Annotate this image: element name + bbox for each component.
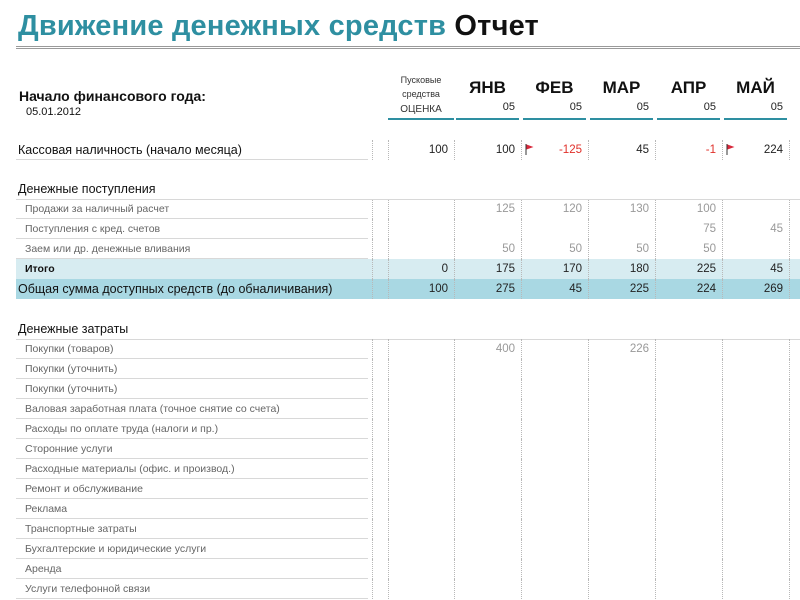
- month-value-cell[interactable]: [722, 439, 789, 459]
- report-title: [18, 10, 539, 43]
- month-value-cell[interactable]: 50: [703, 243, 716, 255]
- month-value-cell[interactable]: [521, 559, 588, 579]
- month-value-cell[interactable]: [655, 339, 722, 359]
- month-value-cell[interactable]: [521, 419, 588, 439]
- column-separator: [372, 339, 373, 359]
- month-value-cell[interactable]: [655, 559, 722, 579]
- month-value-cell[interactable]: [521, 339, 588, 359]
- month-value-cell[interactable]: [655, 399, 722, 419]
- fiscal-year-label: Начало финансового года:: [19, 88, 206, 104]
- month-value-cell[interactable]: 175: [495, 263, 515, 275]
- expense-row: [16, 399, 800, 419]
- month-value-cell[interactable]: [454, 459, 521, 479]
- warning-flag-icon: [525, 144, 534, 155]
- column-separator: [789, 219, 790, 239]
- row-label: Общая сумма доступных средств (до обналичивания): [18, 282, 333, 296]
- month-value-cell[interactable]: [521, 519, 588, 539]
- month-value-cell[interactable]: [454, 539, 521, 559]
- fiscal-year-value[interactable]: 05.01.2012: [26, 106, 82, 118]
- month-number: 05: [703, 101, 716, 113]
- column-separator: [372, 239, 373, 259]
- column-separator: [388, 359, 389, 379]
- column-separator: [388, 399, 389, 419]
- month-value-cell[interactable]: [588, 419, 655, 439]
- receipt-row: [16, 239, 800, 259]
- month-value-cell[interactable]: [722, 459, 789, 479]
- month-value-cell[interactable]: 45: [770, 223, 783, 235]
- start-col-line2: средства: [402, 89, 440, 99]
- receipt-row: [16, 219, 800, 239]
- start-value-cell[interactable]: [388, 199, 454, 219]
- month-name: МАЙ: [736, 78, 775, 97]
- row-label: Ремонт и обслуживание: [16, 479, 368, 499]
- month-header: [521, 78, 588, 113]
- month-value-cell[interactable]: [454, 399, 521, 419]
- month-value-cell[interactable]: [722, 199, 789, 219]
- month-value-cell[interactable]: 269: [763, 283, 783, 295]
- month-value-cell[interactable]: [588, 219, 655, 239]
- column-separator: [372, 219, 373, 239]
- row-label: Заем или др. денежные вливания: [16, 239, 368, 259]
- column-separator: [372, 279, 373, 299]
- month-name: ЯНВ: [469, 78, 506, 97]
- available-total-row: [16, 279, 800, 299]
- column-separator: [372, 539, 373, 559]
- row-label: Сторонние услуги: [16, 439, 368, 459]
- column-separator: [789, 539, 790, 559]
- month-value-cell[interactable]: [588, 579, 655, 599]
- month-value-cell[interactable]: [655, 539, 722, 559]
- month-value-cell[interactable]: [655, 479, 722, 499]
- month-underline: [590, 118, 653, 120]
- start-col-line3: ОЦЕНКА: [400, 104, 442, 115]
- month-value-cell[interactable]: [655, 499, 722, 519]
- month-value-cell[interactable]: [521, 219, 588, 239]
- column-separator: [372, 439, 373, 459]
- column-separator: [388, 539, 389, 559]
- warning-flag-icon: [726, 144, 735, 155]
- expense-row: [16, 379, 800, 399]
- month-number: 05: [569, 101, 582, 113]
- month-value-cell[interactable]: 226: [629, 343, 649, 355]
- expense-row: [16, 359, 800, 379]
- column-separator: [789, 559, 790, 579]
- start-value-cell[interactable]: [388, 239, 454, 259]
- month-name: МАР: [602, 78, 641, 97]
- month-value-cell[interactable]: [588, 359, 655, 379]
- report-title-plain: Отчет: [454, 10, 539, 42]
- column-separator: [388, 339, 389, 359]
- month-value-cell[interactable]: 170: [562, 263, 582, 275]
- column-separator: [789, 279, 790, 299]
- month-value-cell[interactable]: [454, 439, 521, 459]
- month-value-cell[interactable]: [521, 579, 588, 599]
- month-value-cell[interactable]: [521, 379, 588, 399]
- column-separator: [388, 479, 389, 499]
- expense-row: [16, 579, 800, 599]
- month-underline: [657, 118, 720, 120]
- month-value-cell[interactable]: 400: [495, 343, 515, 355]
- month-value-cell[interactable]: 180: [629, 263, 649, 275]
- month-value-cell[interactable]: 45: [636, 144, 649, 156]
- month-value-cell[interactable]: 50: [569, 243, 582, 255]
- expense-row: [16, 539, 800, 559]
- month-value-cell[interactable]: [588, 539, 655, 559]
- month-value-cell[interactable]: 45: [569, 283, 582, 295]
- receipt-row: [16, 199, 800, 219]
- expense-row: [16, 479, 800, 499]
- month-value-cell[interactable]: [722, 339, 789, 359]
- column-separator: [388, 579, 389, 599]
- column-separator: [789, 419, 790, 439]
- month-number: 05: [636, 101, 649, 113]
- month-value-cell[interactable]: -1: [705, 144, 716, 156]
- column-separator: [789, 379, 790, 399]
- column-separator: [388, 379, 389, 399]
- start-value-cell[interactable]: 0: [441, 263, 448, 275]
- month-value-cell[interactable]: [588, 399, 655, 419]
- month-number: 05: [770, 101, 783, 113]
- expense-row: [16, 439, 800, 459]
- column-separator: [789, 499, 790, 519]
- column-separator: [372, 419, 373, 439]
- column-separator: [388, 519, 389, 539]
- month-number: 05: [502, 101, 515, 113]
- month-value-cell[interactable]: [722, 479, 789, 499]
- month-value-cell[interactable]: 120: [562, 203, 582, 215]
- start-value-cell[interactable]: 100: [428, 283, 448, 295]
- month-value-cell[interactable]: 224: [763, 144, 783, 156]
- expense-row: [16, 559, 800, 579]
- month-value-cell[interactable]: [588, 439, 655, 459]
- month-value-cell[interactable]: [722, 539, 789, 559]
- month-value-cell[interactable]: [722, 399, 789, 419]
- month-underline: [456, 118, 519, 120]
- row-label: Кассовая наличность (начало месяца): [16, 140, 368, 160]
- month-value-cell[interactable]: [655, 579, 722, 599]
- report-title-accent: Движение денежных средств: [18, 10, 447, 42]
- month-value-cell[interactable]: 100: [696, 203, 716, 215]
- row-label: Итого: [25, 263, 55, 275]
- column-separator: [388, 419, 389, 439]
- month-header: [722, 78, 789, 113]
- month-value-cell[interactable]: [588, 459, 655, 479]
- row-label: Бухгалтерские и юридические услуги: [16, 539, 368, 559]
- column-separator: [388, 439, 389, 459]
- month-value-cell[interactable]: [588, 499, 655, 519]
- column-separator: [372, 399, 373, 419]
- column-separator: [372, 519, 373, 539]
- column-separator: [789, 199, 790, 219]
- month-value-cell[interactable]: [655, 459, 722, 479]
- month-header: [655, 78, 722, 113]
- expense-row: [16, 459, 800, 479]
- month-value-cell[interactable]: [588, 559, 655, 579]
- month-value-cell[interactable]: [521, 539, 588, 559]
- column-separator: [789, 439, 790, 459]
- column-separator: [789, 579, 790, 599]
- month-value-cell[interactable]: [722, 559, 789, 579]
- start-col-underline: [388, 118, 454, 120]
- month-value-cell[interactable]: [722, 379, 789, 399]
- month-value-cell[interactable]: 130: [629, 203, 649, 215]
- month-value-cell[interactable]: 275: [495, 283, 515, 295]
- column-separator: [372, 199, 373, 219]
- month-value-cell[interactable]: 75: [703, 223, 716, 235]
- column-separator: [388, 459, 389, 479]
- column-separator: [388, 499, 389, 519]
- month-value-cell[interactable]: [655, 379, 722, 399]
- month-value-cell[interactable]: 50: [636, 243, 649, 255]
- cash-start-row: [16, 140, 800, 160]
- row-label: Транспортные затраты: [16, 519, 368, 539]
- column-separator: [789, 259, 790, 279]
- month-value-cell[interactable]: [454, 559, 521, 579]
- row-label: Валовая заработная плата (точное снятие со счета): [16, 399, 368, 419]
- row-label: Реклама: [16, 499, 368, 519]
- month-value-cell[interactable]: [655, 439, 722, 459]
- column-separator: [789, 459, 790, 479]
- row-label: Аренда: [16, 559, 368, 579]
- column-separator: [372, 259, 373, 279]
- month-value-cell[interactable]: [454, 359, 521, 379]
- expense-row: [16, 419, 800, 439]
- row-label: Покупки (уточнить): [16, 379, 368, 399]
- month-value-cell[interactable]: [454, 479, 521, 499]
- start-value-cell[interactable]: 100: [428, 144, 448, 156]
- month-value-cell[interactable]: [722, 579, 789, 599]
- column-separator: [372, 559, 373, 579]
- month-value-cell[interactable]: [655, 359, 722, 379]
- month-value-cell[interactable]: [454, 519, 521, 539]
- month-value-cell[interactable]: [588, 519, 655, 539]
- month-value-cell[interactable]: 45: [770, 263, 783, 275]
- expense-row: [16, 339, 800, 359]
- receipts-total-row: [16, 259, 800, 279]
- month-value-cell[interactable]: [722, 239, 789, 259]
- column-separator: [789, 359, 790, 379]
- month-value-cell[interactable]: [521, 479, 588, 499]
- expenses-section-title: Денежные затраты: [18, 322, 129, 336]
- month-value-cell[interactable]: [454, 219, 521, 239]
- row-label: Покупки (уточнить): [16, 359, 368, 379]
- month-value-cell[interactable]: [588, 479, 655, 499]
- column-separator: [789, 399, 790, 419]
- month-value-cell[interactable]: [521, 399, 588, 419]
- column-separator: [372, 379, 373, 399]
- column-separator: [372, 459, 373, 479]
- month-value-cell[interactable]: [454, 419, 521, 439]
- month-value-cell[interactable]: [655, 519, 722, 539]
- month-value-cell[interactable]: 50: [502, 243, 515, 255]
- month-underline: [523, 118, 586, 120]
- row-label: Продажи за наличный расчет: [16, 199, 368, 219]
- column-separator: [372, 579, 373, 599]
- month-value-cell[interactable]: -125: [558, 144, 582, 156]
- row-label: Покупки (товаров): [16, 339, 368, 359]
- row-label: Расходы по оплате труда (налоги и пр.): [16, 419, 368, 439]
- month-name: АПР: [670, 78, 707, 97]
- month-value-cell[interactable]: [588, 379, 655, 399]
- column-separator: [789, 479, 790, 499]
- expense-row: [16, 519, 800, 539]
- month-value-cell[interactable]: 224: [696, 283, 716, 295]
- month-value-cell[interactable]: [521, 439, 588, 459]
- column-separator: [388, 559, 389, 579]
- column-separator: [372, 479, 373, 499]
- receipts-top-rule: [16, 199, 800, 200]
- month-value-cell[interactable]: [454, 379, 521, 399]
- row-label: Услуги телефонной связи: [16, 579, 368, 599]
- month-header: [588, 78, 655, 113]
- month-value-cell[interactable]: [521, 459, 588, 479]
- month-value-cell[interactable]: [454, 499, 521, 519]
- column-separator: [372, 499, 373, 519]
- column-separator: [789, 239, 790, 259]
- month-header: [454, 78, 521, 113]
- month-value-cell[interactable]: [722, 419, 789, 439]
- month-value-cell[interactable]: 225: [696, 263, 716, 275]
- month-value-cell[interactable]: [454, 579, 521, 599]
- column-separator: [372, 140, 373, 160]
- month-value-cell[interactable]: 100: [495, 144, 515, 156]
- month-value-cell[interactable]: [521, 359, 588, 379]
- month-value-cell[interactable]: [722, 499, 789, 519]
- row-label: Расходные материалы (офис. и производ.): [16, 459, 368, 479]
- month-underline: [724, 118, 787, 120]
- month-value-cell[interactable]: [521, 499, 588, 519]
- expense-row: [16, 499, 800, 519]
- column-separator: [789, 519, 790, 539]
- month-value-cell[interactable]: [722, 359, 789, 379]
- column-separator: [789, 339, 790, 359]
- start-value-cell[interactable]: [388, 219, 454, 239]
- month-value-cell[interactable]: 125: [495, 203, 515, 215]
- row-label: Поступления с кред. счетов: [16, 219, 368, 239]
- month-value-cell[interactable]: 225: [629, 283, 649, 295]
- month-name: ФЕВ: [535, 78, 574, 97]
- start-col-line1: Пусковые: [400, 75, 442, 85]
- column-separator: [789, 140, 790, 160]
- month-value-cell[interactable]: [722, 519, 789, 539]
- title-divider: [16, 46, 800, 49]
- column-separator: [372, 359, 373, 379]
- month-value-cell[interactable]: [655, 419, 722, 439]
- receipts-section-title: Денежные поступления: [18, 182, 156, 196]
